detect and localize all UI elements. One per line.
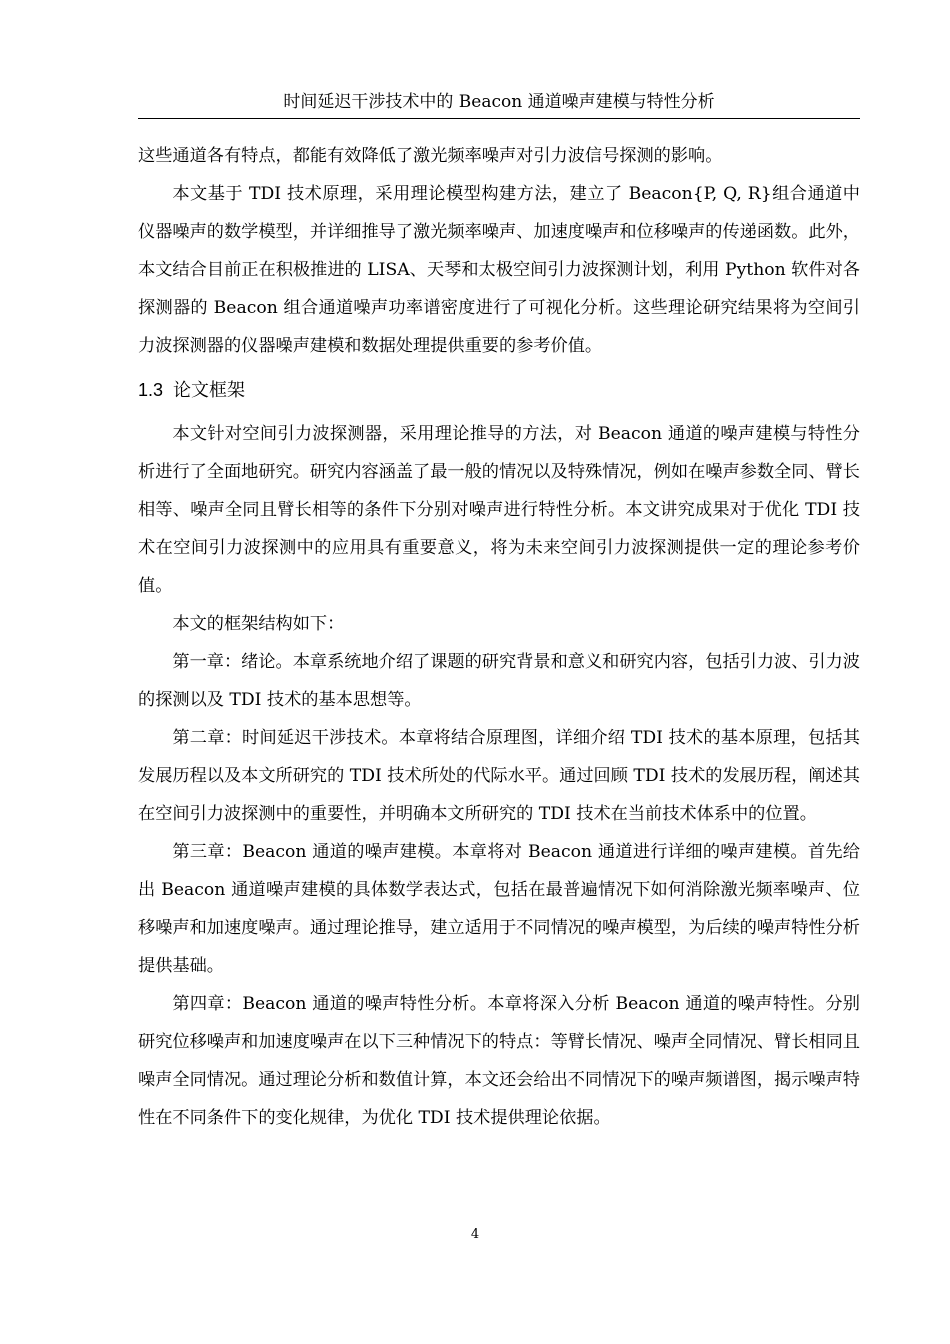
running-header: 时间延迟干涉技术中的 Beacon 通道噪声建模与特性分析 (283, 92, 715, 112)
section-number: 1.3 (138, 380, 164, 400)
section-heading (138, 365, 860, 415)
body-text (138, 137, 860, 1137)
page-number: 4 (470, 1227, 480, 1242)
chapter-summary-3: 第三章：Beacon 通道的噪声建模。本章将对 Beacon 通道进行详细的噪声建模。首先给出 Beacon 通道噪声建模的具体数学表达式，包括在最普遍情况下如何消除激光频率噪声、位移噪声和加速度噪声。通过理论推导，建立适用于不同情况的噪声模型，为后续的噪声特性分析提供基础。 (138, 842, 860, 976)
chapter-summary-2: 第二章：时间延迟干涉技术。本章将结合原理图，详细介绍 TDI 技术的基本原理，包括其发展历程以及本文所研究的 TDI 技术所处的代际水平。通过回顾 TDI 技术的发展历程，阐述其在空间引力波探测中的重要性，并明确本文所研究的 TDI 技术在当前技术体系中的位置。 (138, 728, 860, 824)
chapter-summary-1: 第一章：绪论。本章系统地介绍了课题的研究背景和意义和研究内容，包括引力波、引力波的探测以及 TDI 技术的基本思想等。 (138, 652, 860, 710)
paragraph: 这些通道各有特点，都能有效降低了激光频率噪声对引力波信号探测的影响。 (138, 146, 723, 166)
paragraph: 本文基于 TDI 技术原理，采用理论模型构建方法，建立了 Beacon{P, Q, R}组合通道中仪器噪声的数学模型，并详细推导了激光频率噪声、加速度噪声和位移噪声的传递函数。此外，本文结合目前正在积极推进的 LISA、天琴和太极空间引力波探测计划，利用 Python 软件对各探测器的 Beacon 组合通道噪声功率谱密度进行了可视化分析。这些理论研究结果将为空间引力波探测器的仪器噪声建模和数据处理提供重要的参考价值。 (138, 184, 860, 356)
chapter-summary-4: 第四章：Beacon 通道的噪声特性分析。本章将深入分析 Beacon 通道的噪声特性。分别研究位移噪声和加速度噪声在以下三种情况下的特点：等臂长情况、噪声全同情况、臂长相同且噪声全同情况。通过理论分析和数值计算，本文还会给出不同情况下的噪声频谱图，揭示噪声特性在不同条件下的变化规律，为优化 TDI 技术提供理论依据。 (138, 994, 860, 1128)
header-rule (138, 118, 860, 119)
section-title: 论文框架 (173, 380, 246, 401)
paragraph: 本文的框架结构如下： (172, 614, 345, 634)
paragraph: 本文针对空间引力波探测器，采用理论推导的方法，对 Beacon 通道的噪声建模与特性分析进行了全面地研究。研究内容涵盖了最一般的情况以及特殊情况，例如在噪声参数全同、臂长相等、噪声全同且臂长相等的条件下分别对噪声进行特性分析。本文讲究成果对于优化 TDI 技术在空间引力波探测中的应用具有重要意义，将为未来空间引力波探测提供一定的理论参考价值。 (138, 424, 860, 596)
